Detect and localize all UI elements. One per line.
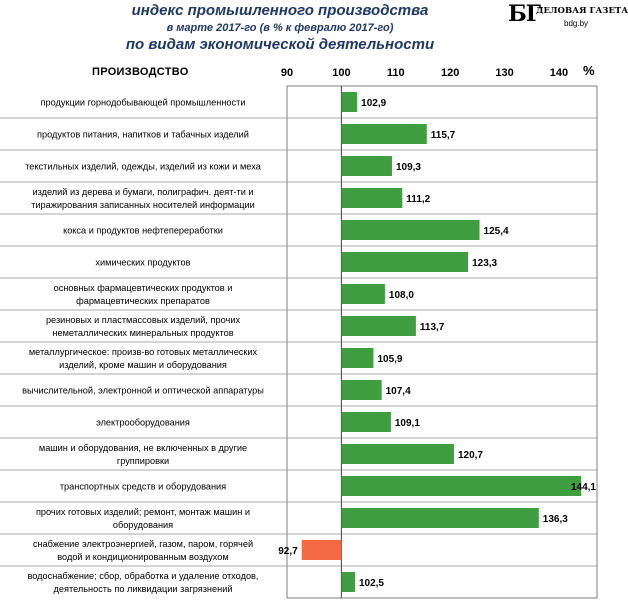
category-label: текстильных изделий, одежды, изделий из кожи и меха — [25, 161, 261, 172]
bar — [341, 476, 581, 496]
value-label: 115,7 — [430, 130, 456, 141]
category-label: продуктов питания, напитков и табачных изделий — [37, 129, 249, 140]
bar — [341, 252, 468, 272]
title-line-2: в марте 2017-го (в % к февралю 2017-го) — [166, 22, 394, 34]
value-label: 102,5 — [358, 578, 385, 589]
title-line-1: индекс промышленного производства — [131, 2, 429, 19]
category-label: основных фармацевтических продуктов и — [53, 283, 233, 293]
bar — [341, 316, 416, 336]
value-label: 108,0 — [388, 290, 414, 301]
category-label: вычислительной, электронной и оптической аппаратуры — [22, 385, 264, 396]
category-label: тиражирования записанных носителей информации — [31, 200, 255, 210]
category-label: деятельность по ликвидации загрязнений — [53, 584, 233, 594]
logo-url: bdg.by — [564, 19, 589, 28]
logo-name: ДЕЛОВАЯ ГАЗЕТА — [536, 6, 628, 16]
category-label: неметаллических минеральных продуктов — [52, 328, 234, 338]
category-label: группировки — [116, 456, 170, 466]
x-tick-label: 130 — [495, 67, 514, 79]
category-label: фармацевтических препаратов — [76, 296, 210, 306]
value-label: 125,4 — [483, 226, 509, 237]
category-label: машин и оборудования, не включенных в другие — [38, 443, 248, 453]
category-label: изделий, кроме машин и оборудования — [59, 360, 227, 370]
category-header: ПРОИЗВОДСТВО — [92, 66, 189, 78]
value-label: 136,3 — [542, 514, 568, 525]
value-label: 144,1 — [570, 482, 596, 493]
bar — [341, 444, 454, 464]
value-label: 92,7 — [278, 546, 298, 557]
category-label: транспортных средств и оборудования — [59, 481, 227, 492]
category-label: кокса и продуктов нефтепереработки — [63, 225, 223, 236]
bar — [341, 508, 538, 528]
x-tick-label: 90 — [280, 67, 294, 79]
bar — [341, 348, 373, 368]
logo-mark: БГ — [508, 1, 540, 27]
bar — [341, 572, 355, 592]
title-line-3: по видам экономической деятельности — [125, 36, 435, 53]
category-label: изделий из дерева и бумаги, полиграфич. деят-ти и — [32, 187, 254, 197]
x-tick-label: 140 — [549, 67, 569, 79]
category-label: резиновых и пластмассовых изделий, прочих — [45, 315, 241, 325]
value-label: 113,7 — [419, 322, 445, 333]
category-label: водоснабжение; сбор, обработка и удаление отходов, — [27, 571, 259, 581]
bar — [302, 540, 342, 560]
bar — [341, 412, 390, 432]
bar — [341, 156, 392, 176]
category-label: снабжение электроэнергией, газом, паром, горячей — [32, 539, 254, 549]
category-label: прочих готовых изделий; ремонт, монтаж машин и — [35, 507, 251, 517]
value-label: 107,4 — [385, 386, 411, 397]
value-label: 105,9 — [377, 354, 403, 365]
value-label: 109,1 — [394, 418, 420, 429]
bar — [341, 380, 381, 400]
category-label: химических продуктов — [95, 257, 191, 268]
bar — [341, 124, 426, 144]
value-label: 102,9 — [361, 98, 387, 109]
value-label: 111,2 — [406, 194, 431, 205]
x-tick-label: 120 — [440, 67, 460, 79]
x-tick-label: 100 — [332, 67, 351, 79]
category-label: металлургическое: произв-во готовых металлических — [28, 347, 258, 357]
value-label: 123,3 — [472, 258, 498, 269]
x-tick-label: 110 — [386, 67, 405, 79]
bar — [341, 188, 402, 208]
category-label: электрооборудования — [96, 417, 190, 428]
category-label: водой и кондиционированным воздухом — [57, 552, 229, 562]
value-label: 120,7 — [457, 450, 483, 461]
category-label: продукции горнодобывающей промышленности — [40, 97, 246, 108]
unit-label: % — [583, 63, 595, 78]
bar — [341, 284, 385, 304]
bar — [341, 220, 479, 240]
value-label: 109,3 — [395, 162, 421, 173]
category-label: оборудования — [112, 520, 174, 530]
bar — [341, 92, 357, 112]
